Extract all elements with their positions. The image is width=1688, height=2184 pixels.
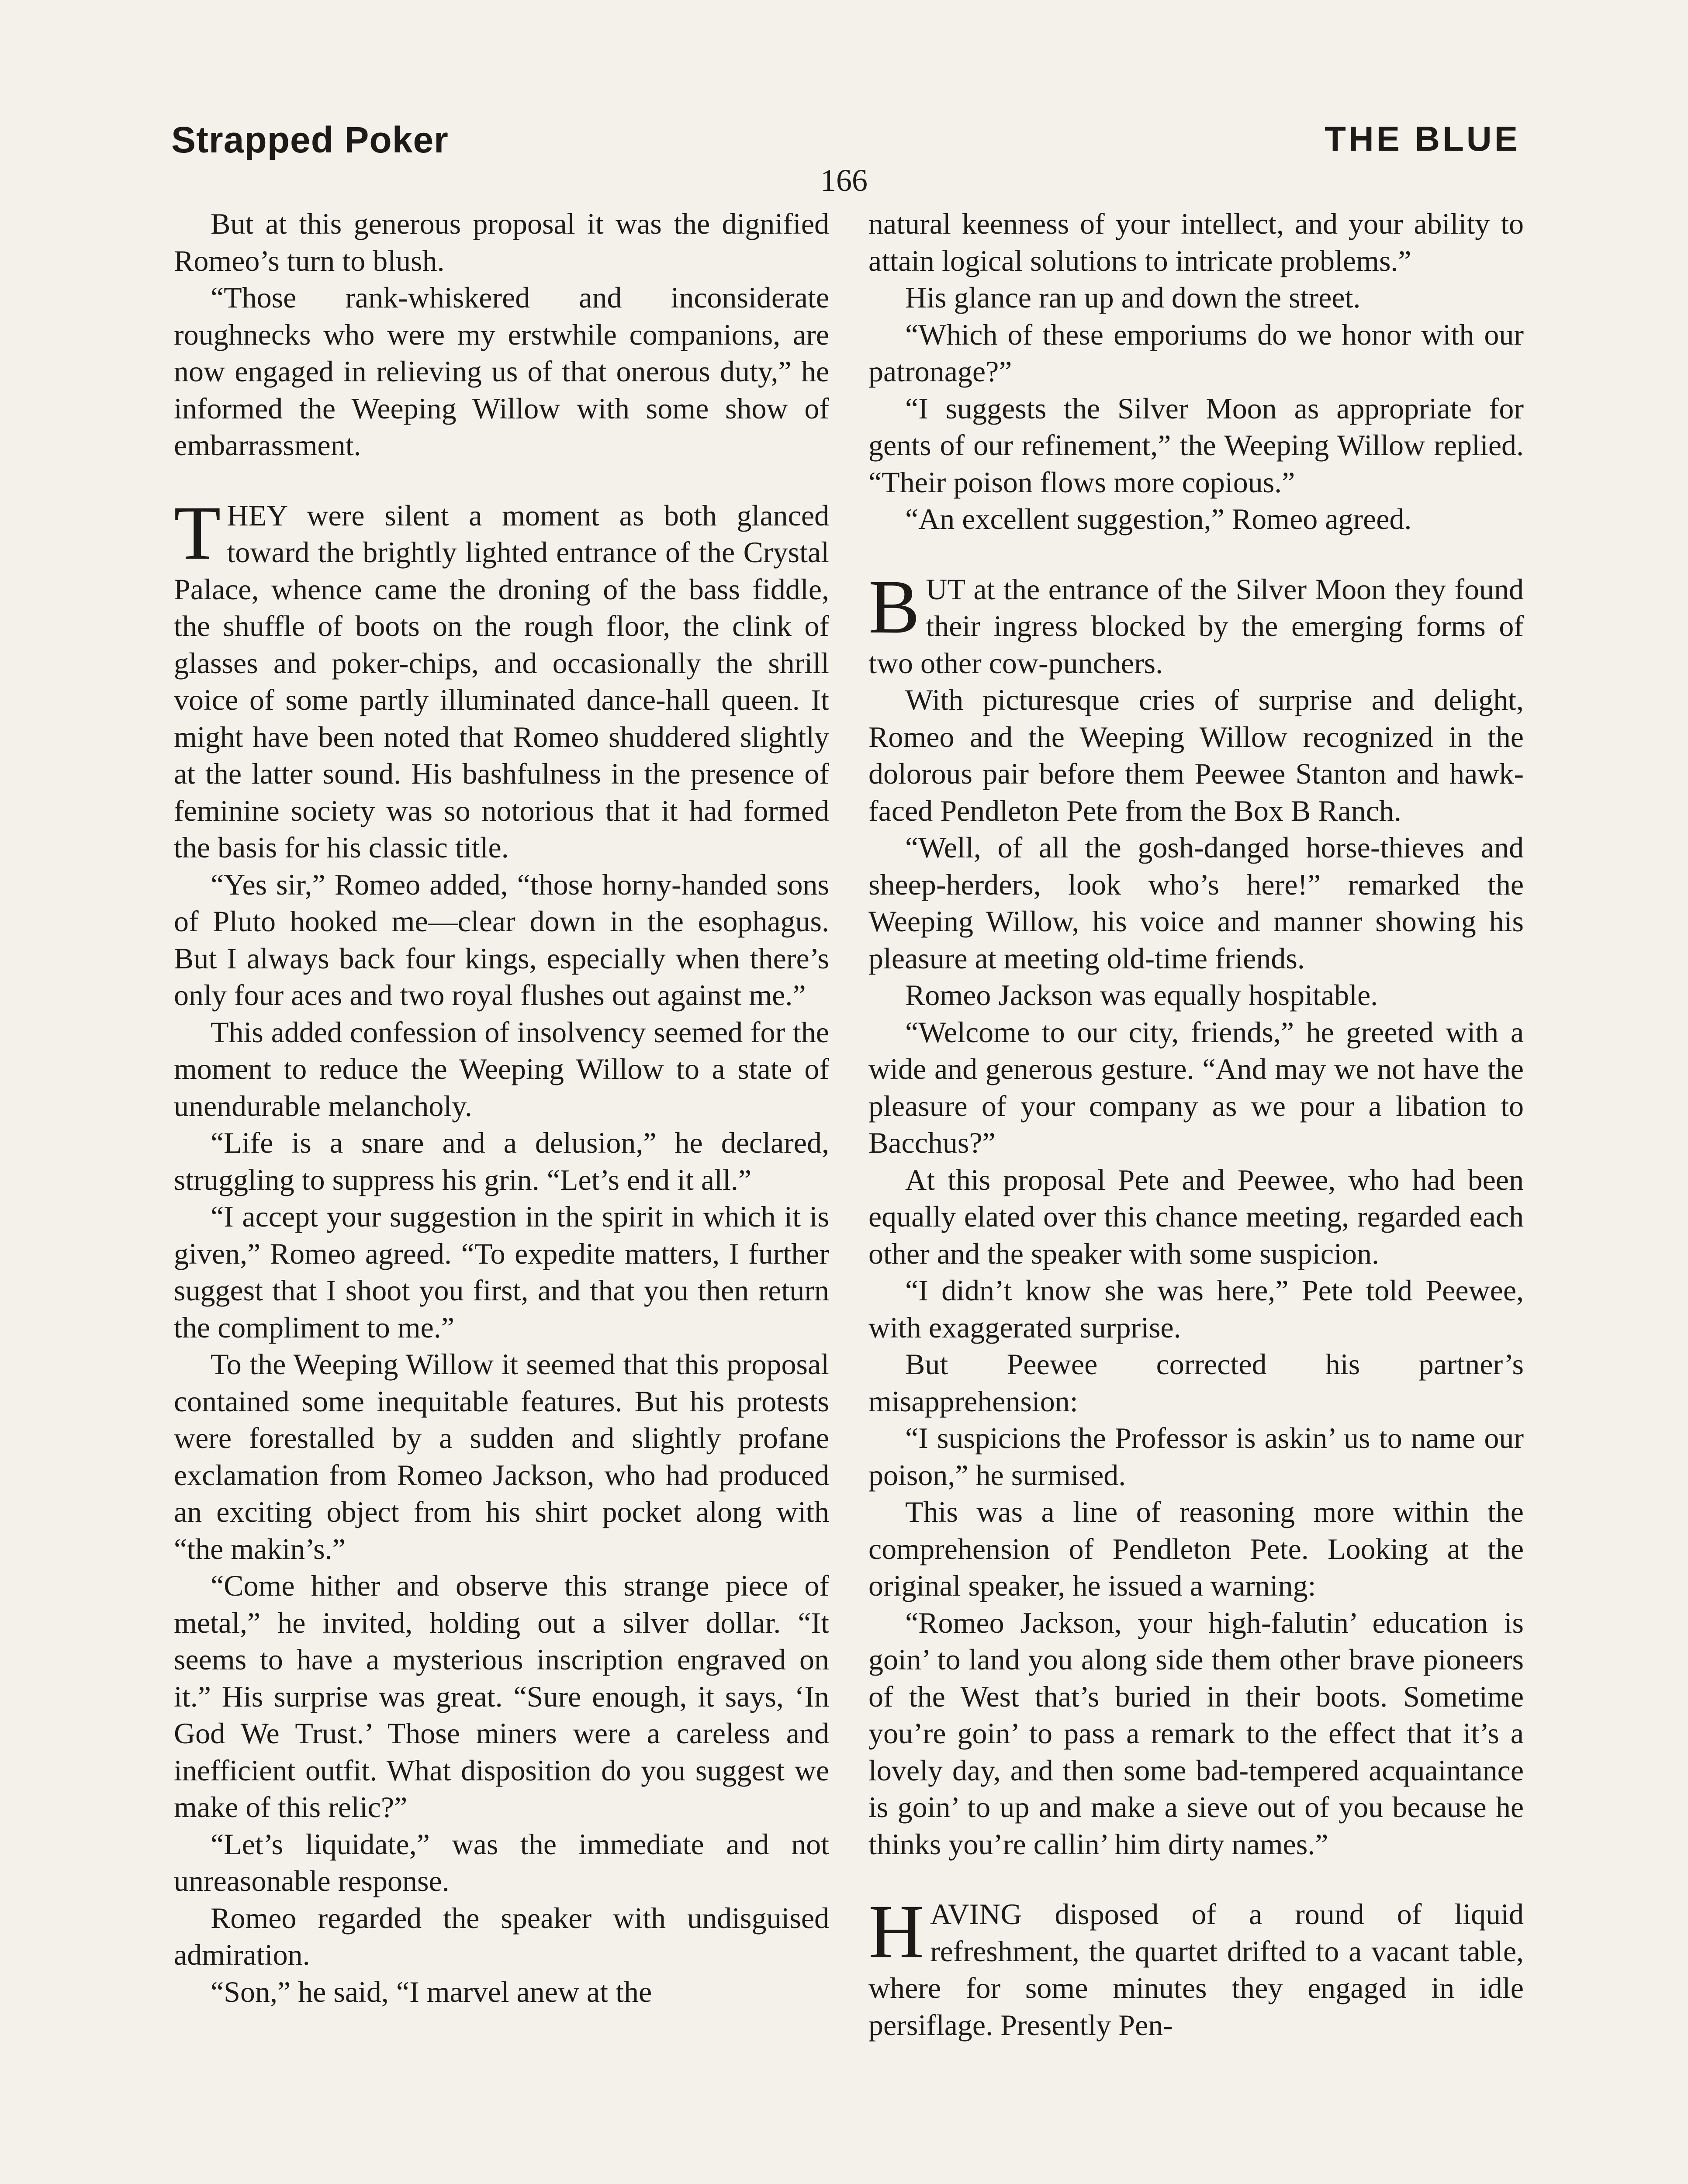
paragraph: Romeo regarded the speaker with undisguised admiration. (174, 1901, 829, 1971)
paragraph: “Which of these emporiums do we honor with our patronage?” (868, 318, 1524, 388)
paragraph: But Peewee corrected his partner’s misapprehension: (868, 1348, 1524, 1418)
paragraph: To the Weeping Willow it seemed that this proposal contained some inequitable features. But his protests were forestalled by a sudden and slightly profane exclamation from Romeo Jackson, who had produced an exciting object from his shirt pocket along with “the makin’s.” (174, 1348, 829, 1565)
paragraph-text: HEY were silent a moment as both glanced toward the brightly lighted entrance of the Crystal Palace, whence came the droning of the bass fiddle, the shuffle of boots on the rough floor, the clink of glasses and poker-chips, and occasionally the shrill voice of some partly illuminated dance-hall queen. It might have been noted that Romeo shuddered slightly at the latter sound. His bashfulness in the presence of feminine society was so notorious that it had formed the basis for his classic title. (174, 498, 829, 864)
paragraph: natural keenness of your intellect, and your ability to attain logical solutions to intricate problems.” (868, 207, 1524, 277)
paragraph: “Come hither and observe this strange piece of metal,” he invited, holding out a silver dollar. “It seems to have a mysterious inscription engraved on it.” His surprise was great. “Sure enough, it says, ‘In God We Trust.’ Those miners were a careless and inefficient outfit. What disposition do you suggest we make of this relic?” (174, 1569, 829, 1824)
paragraph: But at this generous proposal it was the dignified Romeo’s turn to blush. (174, 207, 829, 277)
paragraph: “Those rank-whiskered and inconsiderate roughnecks who were my erstwhile companions, are now engaged in relieving us of that onerous duty,” he informed the Weeping Willow with some show of embarrassment. (174, 281, 829, 462)
paragraph: “I didn’t know she was here,” Pete told Peewee, with exaggerated surprise. (868, 1274, 1524, 1344)
paragraph: This added confession of insolvency seemed for the moment to reduce the Weeping Willow to a state of unendurable melancholy. (174, 1015, 829, 1123)
paragraph: Romeo Jackson was equally hospitable. (905, 978, 1378, 1012)
story-title: Strapped Poker (171, 119, 449, 160)
magazine-title: THE BLUE (1325, 119, 1520, 158)
paragraph: “Let’s liquidate,” was the immediate and not unreasonable response. (174, 1827, 829, 1897)
paragraph: “Life is a snare and a delusion,” he declared, struggling to suppress his grin. “Let’s end it all.” (174, 1126, 829, 1196)
section-paragraph (868, 564, 1524, 682)
paragraph: “I suggests the Silver Moon as appropriate for gents of our refinement,” the Weeping Willow replied. “Their poison flows more copious.” (868, 391, 1524, 499)
paragraph: “An excellent suggestion,” Romeo agreed. (905, 502, 1412, 536)
drop-cap: T (174, 490, 221, 576)
paragraph: With picturesque cries of surprise and delight, Romeo and the Weeping Willow recognized in the dolorous pair before them Peewee Stanton and hawk-faced Pendleton Pete from the Box B Ranch. (868, 683, 1524, 827)
paragraph-text: AVING disposed of a round of liquid refreshment, the quartet drifted to a vacant table, where for some minutes they engaged in idle persiflage. Presently Pen- (868, 1897, 1524, 2042)
paragraph: “I accept your suggestion in the spirit in which it is given,” Romeo agreed. “To expedite matters, I further suggest that I shoot you first, and that you then return the compliment to me.” (174, 1200, 829, 1344)
paragraph: “Welcome to our city, friends,” he greeted with a wide and generous gesture. “And may we not have the pleasure of your company as we pour a libation to Bacchus?” (868, 1015, 1524, 1159)
drop-cap: H (868, 1889, 924, 1974)
section-paragraph (174, 490, 829, 866)
paragraph: “Well, of all the gosh-danged horse-thieves and sheep-herders, look who’s here!” remarked the Weeping Willow, his voice and manner showing his pleasure at meeting old-time friends. (868, 831, 1524, 975)
right-column (868, 205, 1524, 2043)
paragraph: “Romeo Jackson, your high-falutin’ education is goin’ to land you along side them other brave pioneers of the West that’s buried in their boots. Sometime you’re goin’ to pass a remark to the effect that it’s a lovely day, and then some bad-tempered acquaintance is goin’ to up and make a sieve out of you because he thinks you’re callin’ him dirty names.” (868, 1606, 1524, 1861)
paragraph: At this proposal Pete and Peewee, who had been equally elated over this chance meeting, regarded each other and the speaker with some suspicion. (868, 1163, 1524, 1270)
paragraph-text: UT at the entrance of the Silver Moon they found their ingress blocked by the emerging forms of two other cow-punchers. (868, 572, 1524, 680)
section-paragraph (868, 1889, 1524, 2043)
page-number: 166 (820, 163, 868, 198)
paragraph: His glance ran up and down the street. (905, 281, 1361, 314)
paragraph: “Yes sir,” Romeo added, “those horny-handed sons of Pluto hooked me—clear down in the esophagus. But I always back four kings, especially when there’s only four aces and two royal flushes out against me.” (174, 867, 829, 1012)
left-column (174, 205, 829, 2010)
paragraph: This was a line of reasoning more within the comprehension of Pendleton Pete. Looking at the original speaker, he issued a warning: (868, 1495, 1524, 1602)
drop-cap: B (868, 564, 920, 650)
paragraph: “Son,” he said, “I marvel anew at the (211, 1975, 652, 2008)
paragraph: “I suspicions the Professor is askin’ us to name our poison,” he surmised. (868, 1421, 1524, 1492)
